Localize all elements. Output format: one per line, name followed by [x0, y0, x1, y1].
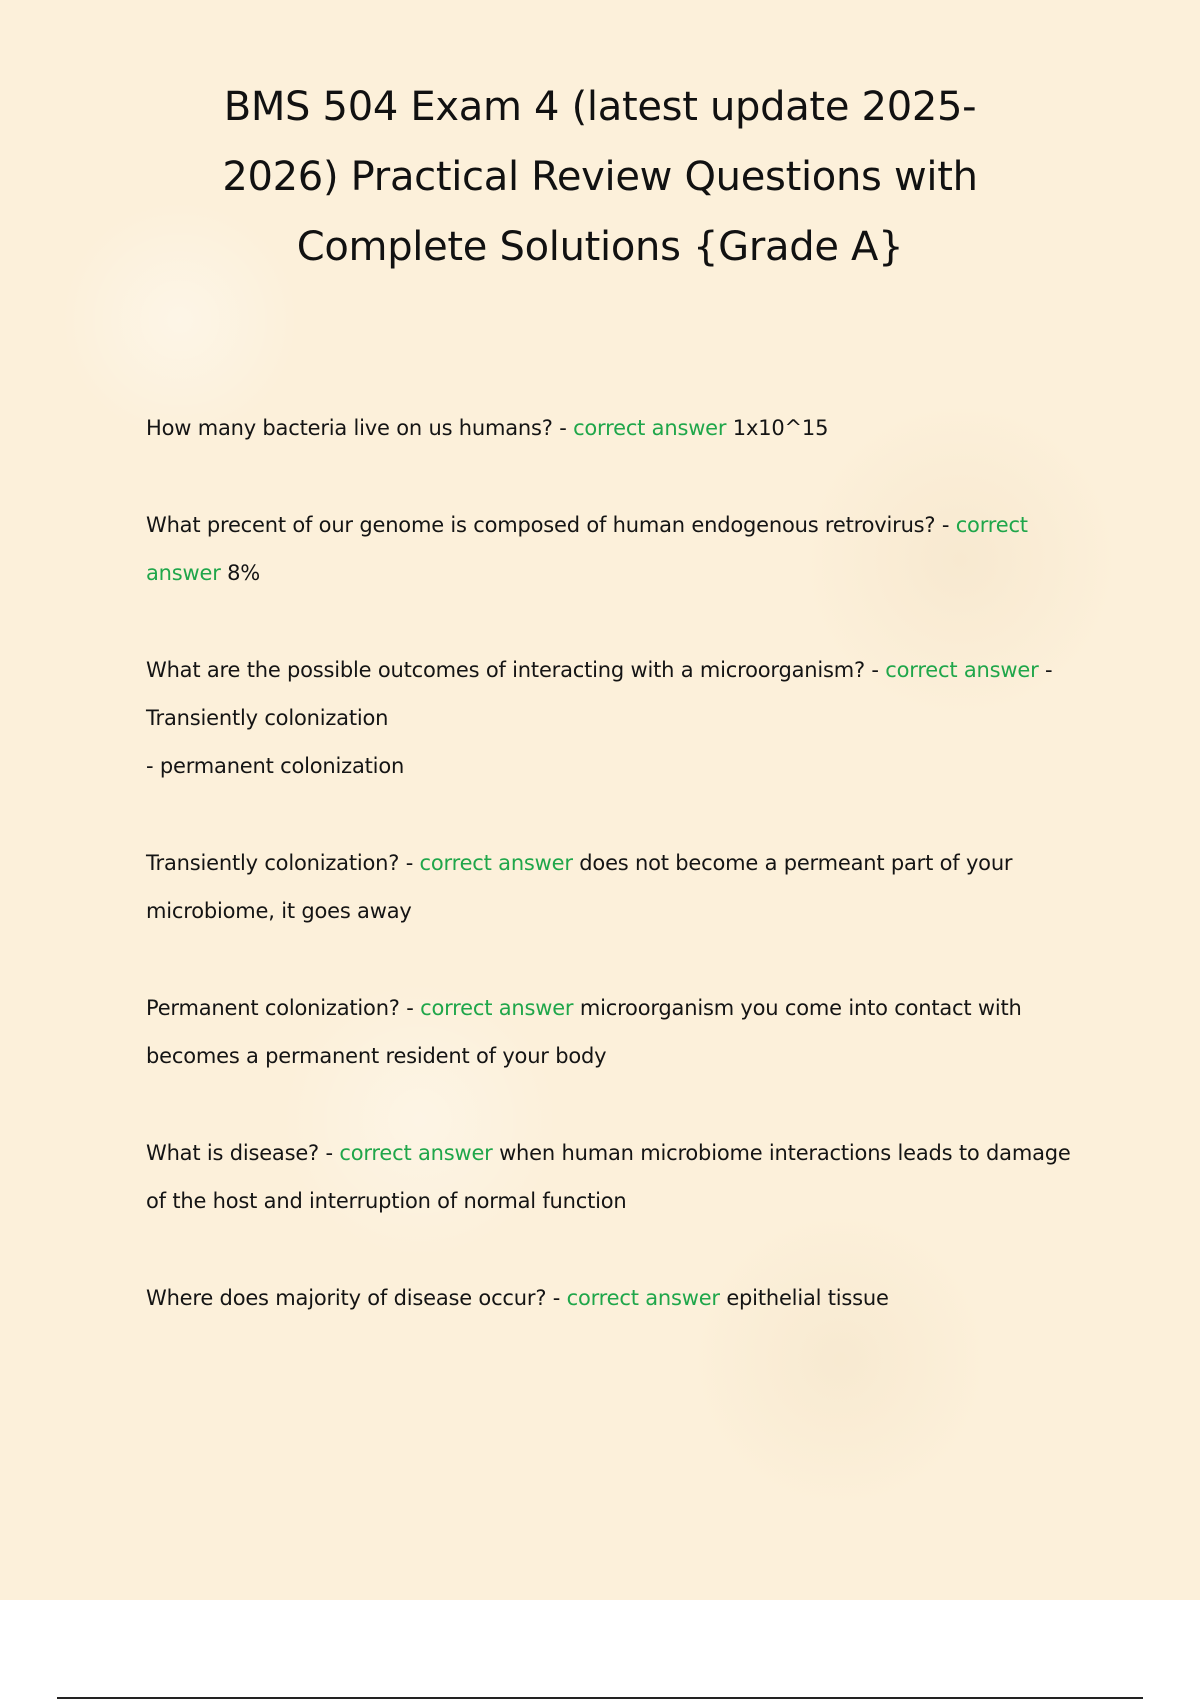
qa-item — [146, 646, 1096, 790]
question-text: Permanent colonization? - — [146, 996, 421, 1020]
answer-text: 8% — [220, 561, 261, 585]
answer-text: when human microbiome interactions leads to damage of the host and interruption of normal function — [146, 1141, 1071, 1213]
footer-divider — [57, 1697, 1143, 1699]
answer-extra-line: - permanent colonization — [146, 754, 405, 778]
qa-item — [146, 984, 1096, 1080]
answer-text: 1x10^15 — [726, 416, 829, 440]
correct-answer-marker: correct answer — [339, 1141, 493, 1165]
answer-text: microorganism you come into contact with becomes a permanent resident of your body — [146, 996, 1022, 1068]
correct-answer-marker: correct answer — [573, 416, 727, 440]
question-text: How many bacteria live on us humans? - — [146, 416, 574, 440]
title-line: BMS 504 Exam 4 (latest update 2025- — [223, 84, 977, 130]
question-text: What precent of our genome is composed of human endogenous retrovirus? - — [146, 513, 956, 537]
correct-answer-marker: correct answer — [146, 513, 1028, 585]
correct-answer-marker: correct answer — [566, 1286, 720, 1310]
qa-item — [146, 1274, 1096, 1322]
answer-text: - Transiently colonization — [146, 658, 1053, 730]
question-text: What is disease? - — [146, 1141, 340, 1165]
question-text: Where does majority of disease occur? - — [146, 1286, 567, 1310]
question-answer-list — [146, 404, 1096, 1371]
question-text: What are the possible outcomes of interacting with a microorganism? - — [146, 658, 886, 682]
answer-text: epithelial tissue — [719, 1286, 889, 1310]
question-text: Transiently colonization? - — [146, 851, 420, 875]
correct-answer-marker: correct answer — [885, 658, 1039, 682]
qa-item — [146, 839, 1096, 935]
title-line: 2026) Practical Review Questions with — [222, 154, 978, 200]
qa-item — [146, 501, 1096, 597]
title-line: Complete Solutions {Grade A} — [296, 224, 904, 270]
document-title — [150, 72, 1050, 282]
qa-item — [146, 1129, 1096, 1225]
qa-item — [146, 404, 1096, 452]
answer-text: does not become a permeant part of your microbiome, it goes away — [146, 851, 1013, 923]
correct-answer-marker: correct answer — [420, 996, 574, 1020]
correct-answer-marker: correct answer — [419, 851, 573, 875]
